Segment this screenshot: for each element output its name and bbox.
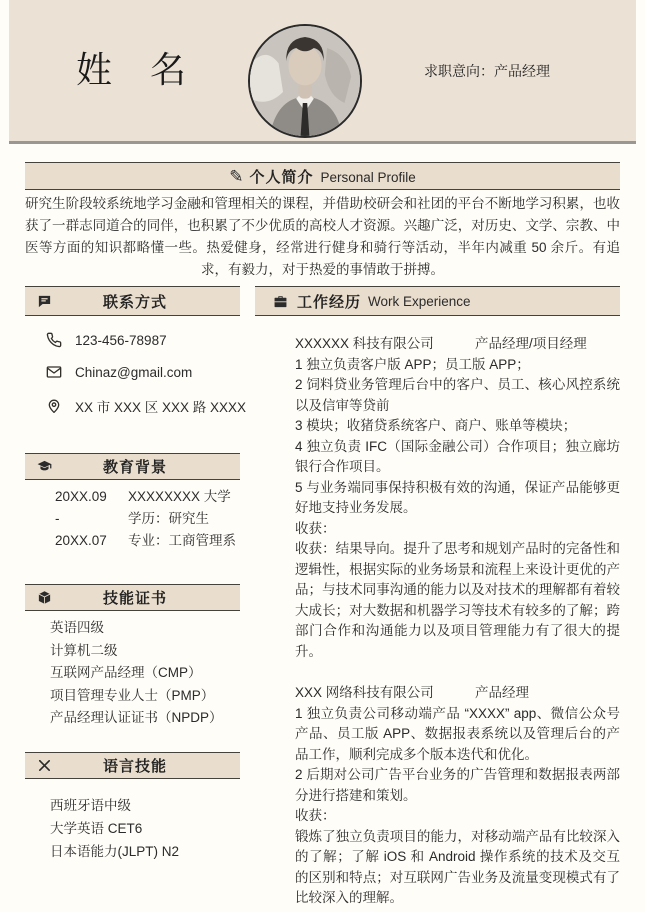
job-title: 产品经理 bbox=[475, 685, 529, 700]
pen-icon: ✎ bbox=[229, 166, 244, 186]
briefcase-icon bbox=[273, 294, 288, 309]
job-header bbox=[295, 683, 620, 704]
tools-icon bbox=[37, 758, 52, 773]
address-text: XX 市 XXX 区 XXX 路 XXXX bbox=[75, 400, 247, 415]
certificate-item: 互联网产品经理（CMP） bbox=[50, 665, 202, 680]
job-detail-line: 4 独立负责 IFC（国际金融公司）合作项目；独立廊坊银行合作项目。 bbox=[295, 438, 620, 474]
work-title: 工作经历 bbox=[297, 293, 362, 311]
cube-icon bbox=[37, 590, 52, 605]
job-header bbox=[295, 334, 620, 355]
education-section-header bbox=[25, 453, 240, 480]
work-title-en: Work Experience bbox=[368, 293, 471, 309]
languages-title: 语言技能 bbox=[102, 758, 167, 775]
profile-title: 个人简介 bbox=[249, 168, 314, 186]
job-title: 产品经理/项目经理 bbox=[475, 336, 587, 351]
portrait-photo bbox=[250, 26, 360, 136]
certificate-item: 项目管理专业人士（PMP） bbox=[50, 687, 215, 703]
certificates-list bbox=[50, 617, 223, 730]
profile-title-en: Personal Profile bbox=[320, 169, 416, 185]
contact-section-header bbox=[25, 286, 240, 316]
languages-section-header bbox=[25, 752, 240, 779]
education-date-separator: - bbox=[55, 511, 60, 526]
language-item: 大学英语 CET6 bbox=[50, 821, 143, 836]
job-gains-label: 收获： bbox=[295, 520, 336, 536]
languages-list bbox=[50, 794, 179, 863]
contact-address-row bbox=[46, 396, 246, 416]
chat-bubble-icon bbox=[37, 294, 52, 309]
profile-section-header bbox=[25, 162, 620, 190]
certificate-item: 计算机二级 bbox=[50, 642, 118, 658]
job-gains-label: 收获： bbox=[295, 808, 336, 823]
phone-icon bbox=[46, 332, 62, 348]
job-detail-line: 2 饲料贷业务管理后台中的客户、员工、核心风控系统以及信审等贷前 bbox=[295, 377, 620, 413]
job-detail-line: 1 独立负责客户版 APP；员工版 APP； bbox=[295, 356, 530, 372]
job-intention: 求职意向：产品经理 bbox=[424, 63, 550, 79]
company-name: XXX 网络科技有限公司 bbox=[295, 685, 434, 700]
education-school: XXXXXXXX 大学 bbox=[128, 489, 231, 504]
education-degree: 学历：研究生 bbox=[128, 511, 209, 526]
education-info bbox=[128, 486, 236, 552]
candidate-name: 姓 名 bbox=[76, 49, 189, 90]
education-date-end: 20XX.07 bbox=[55, 533, 107, 548]
job-detail-line: 1 独立负责公司移动端产品 “XXXX” app、微信公众号产品、员工版 APP、数据报表系统以及管理后台的产品工作，顺利完成多个版本迭代和优化。 bbox=[295, 705, 620, 762]
education-major: 专业：工商管理系 bbox=[128, 533, 236, 548]
job-entry-2 bbox=[295, 683, 620, 909]
job-entry-1 bbox=[295, 334, 620, 662]
certificate-item: 英语四级 bbox=[50, 620, 104, 635]
certificate-item: 产品经理认证证书（NPDP） bbox=[50, 710, 223, 725]
profile-summary: 研究生阶段较系统地学习金融和管理相关的课程，并借助校研会和社团的平台不断地学习积累，也收获了一群志同道合的同伴，也积累了不少优质的高校人才资源。兴趣广泛，对历史、文学、宗教、中医等方面的知识都略懂一些。热爱健身，经常进行健身和骑行等活动，半年内减重 50 余斤。有追求，有毅力，对于热爱的事情敢于拼搏。 bbox=[25, 196, 620, 277]
work-section-header bbox=[255, 286, 620, 316]
certificates-title: 技能证书 bbox=[102, 590, 167, 607]
company-name: XXXXXX 科技有限公司 bbox=[295, 336, 434, 351]
education-title: 教育背景 bbox=[102, 459, 167, 476]
envelope-icon bbox=[46, 364, 62, 380]
job-detail-line: 3 模块；收猪贷系统客户、商户、账单等模块； bbox=[295, 418, 577, 433]
job-detail-line: 5 与业务端同事保持积极有效的沟通，保证产品能够更好地支持业务发展。 bbox=[295, 479, 620, 515]
job-gains-text: 收获：结果导向。提升了思考和规划产品时的完备性和逻辑性，根据实际的业务场景和流程上来设计更优的产品；与技术同事沟通的能力以及对技术的理解都有着较大成长；对大数据和机器学习等技术有较多的了解；跨部门合作和沟通能力以及项目管理能力有了很大的提升。 bbox=[295, 541, 620, 659]
education-dates bbox=[55, 486, 107, 552]
graduation-cap-icon bbox=[37, 459, 52, 474]
language-item: 日本语能力(JLPT) N2 bbox=[50, 844, 180, 859]
job-gains-text: 锻炼了独立负责项目的能力，对移动端产品有比较深入的了解；了解 iOS 和 Android 操作系统的技术及交互的区别和特点；对互联网广告业务及流量变现模式有了比较深入的理解。 bbox=[295, 828, 620, 905]
avatar bbox=[248, 24, 362, 138]
contact-title: 联系方式 bbox=[102, 293, 167, 311]
job-detail-line: 2 后期对公司广告平台业务的广告管理和数据报表两部分进行搭建和策划。 bbox=[295, 767, 620, 803]
phone-number: 123-456-78987 bbox=[75, 332, 167, 348]
contact-phone-row bbox=[46, 332, 167, 348]
contact-email-row bbox=[46, 364, 192, 380]
education-date-start: 20XX.09 bbox=[55, 489, 107, 504]
language-item: 西班牙语中级 bbox=[50, 798, 131, 813]
work-experience-body bbox=[295, 334, 620, 909]
location-pin-icon bbox=[46, 398, 62, 414]
email-address: Chinaz@gmail.com bbox=[75, 364, 193, 380]
certificates-section-header bbox=[25, 584, 240, 611]
